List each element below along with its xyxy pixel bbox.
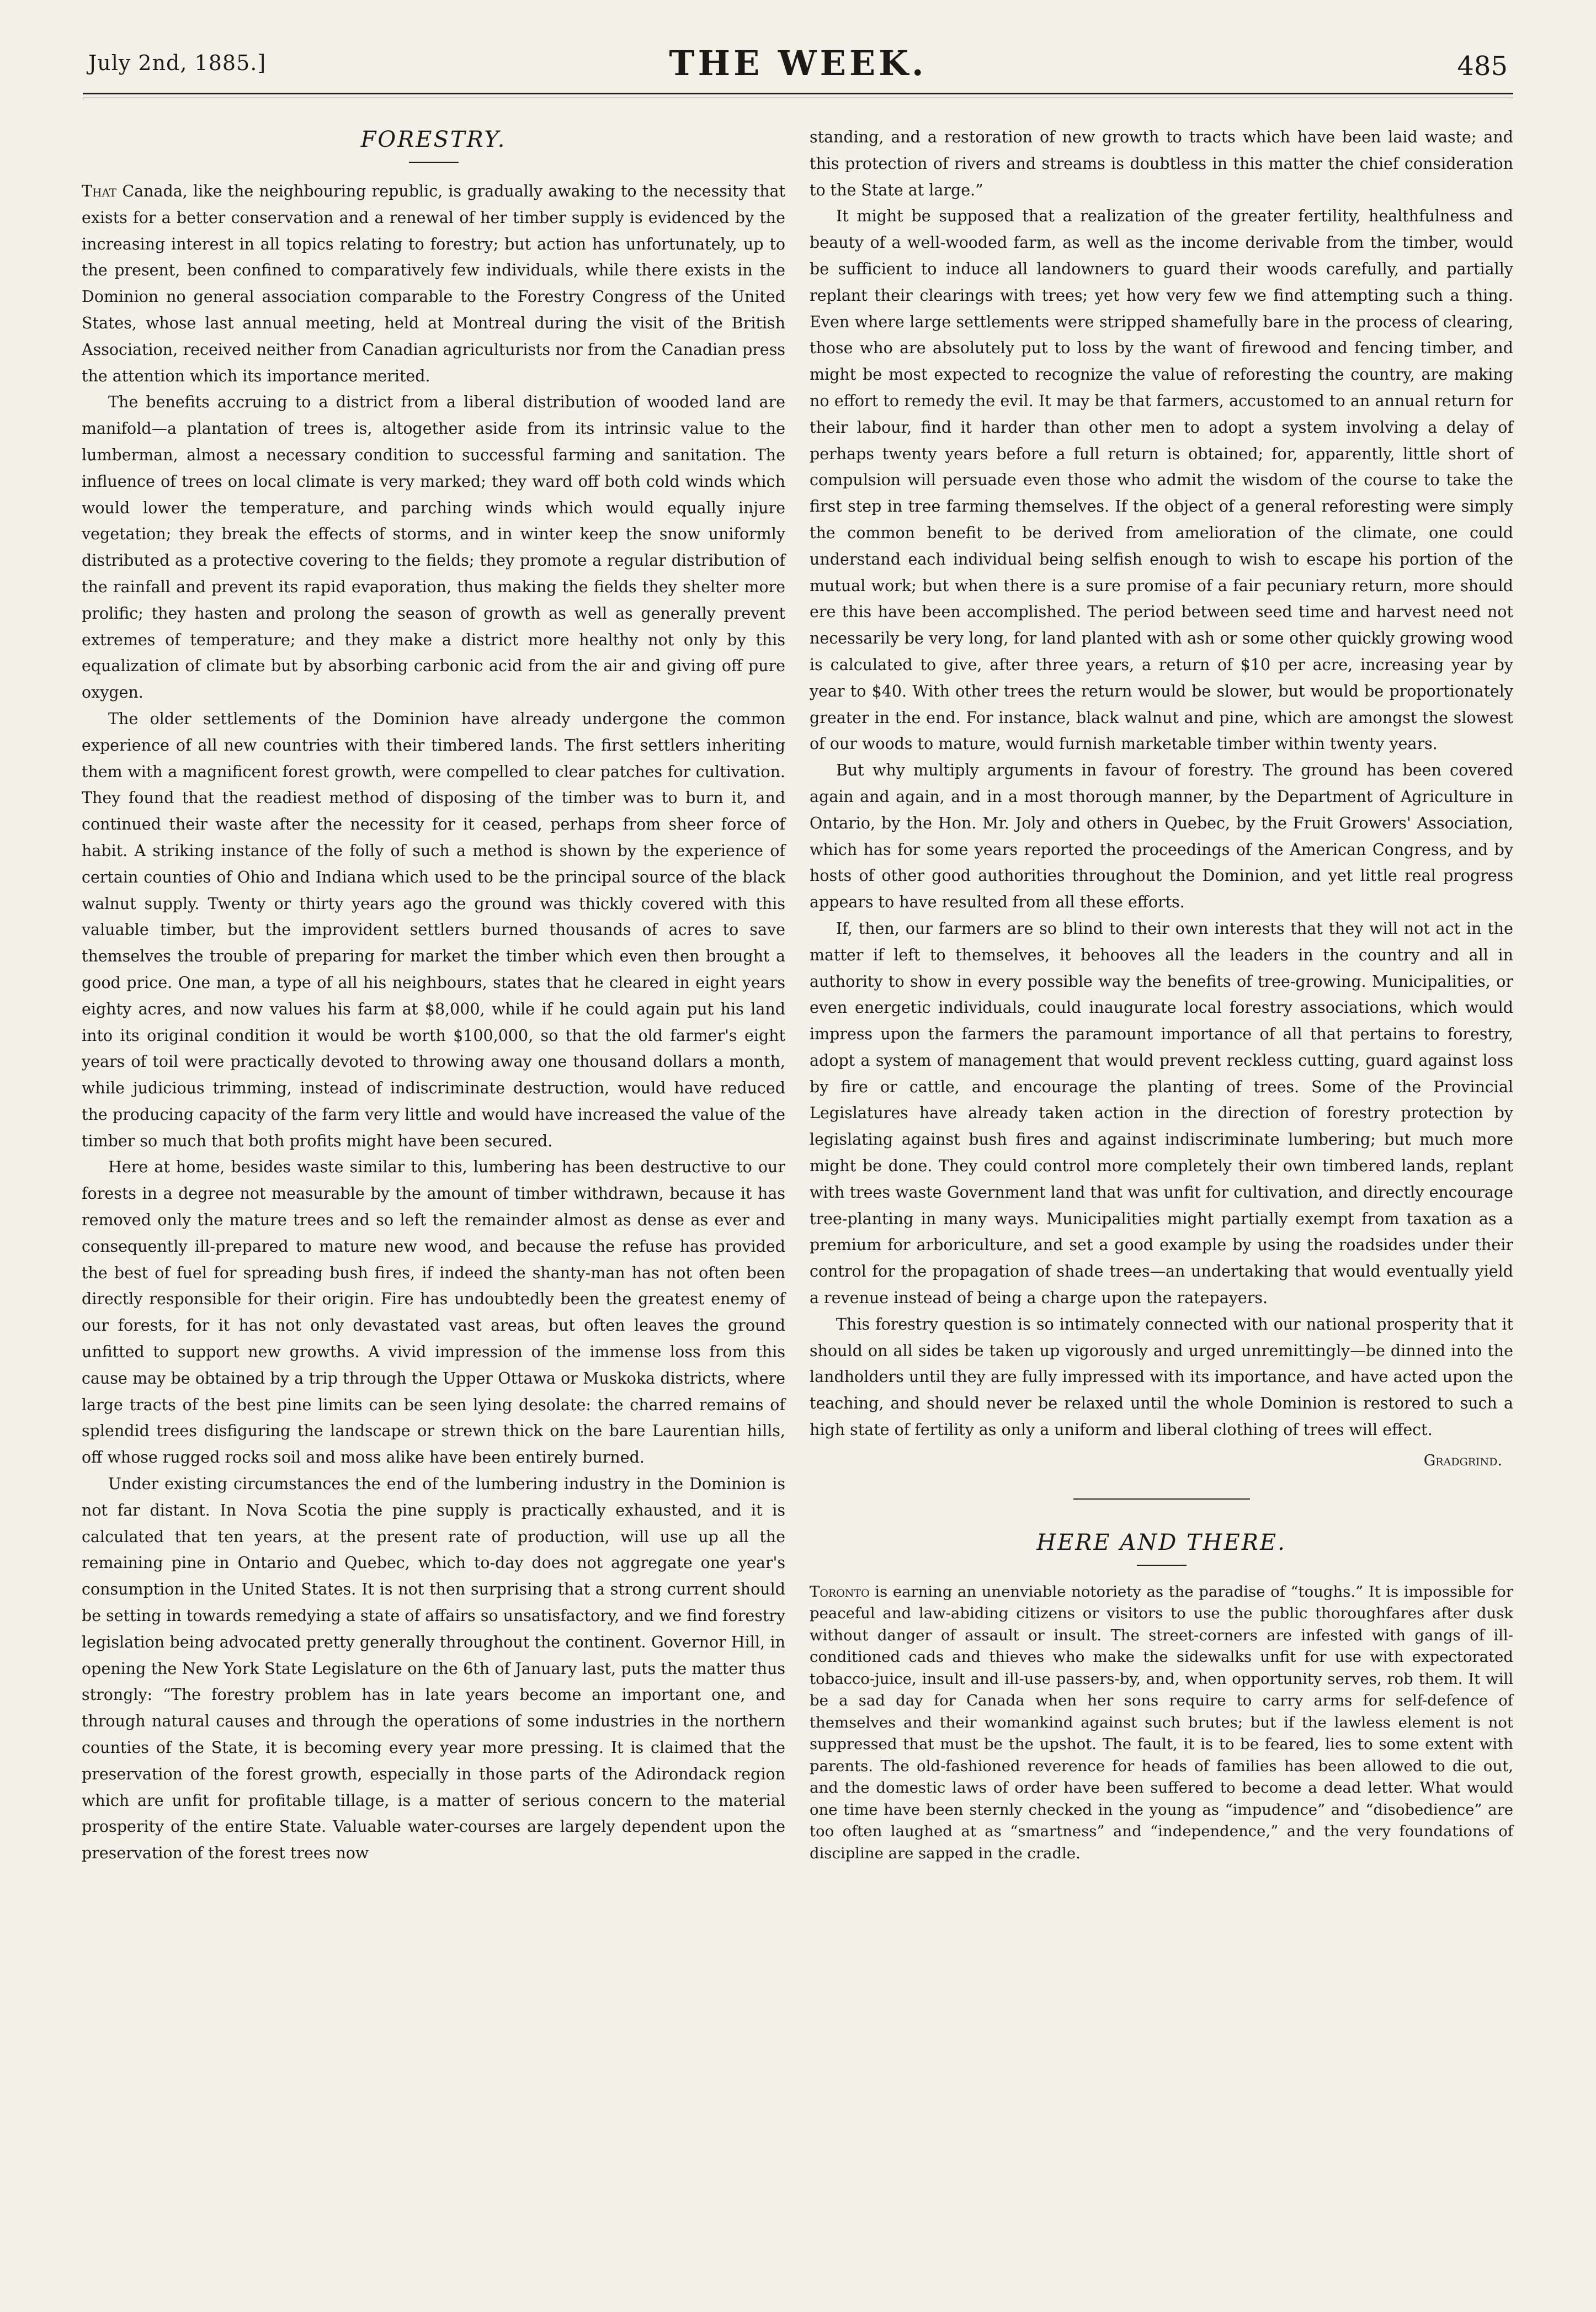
here-lead-word: Toronto: [810, 1582, 870, 1601]
header-rule: [83, 93, 1513, 94]
forestry-paragraph-6: It might be supposed that a realization of the greater fertility, healthfulness and beauty of a well-wooded farm, as well as the income derivable from the timber, would be sufficient to induce all landowners to guard their woods carefully, and partially replant their clearings with trees; yet how very few we find attempting such a thing. Even where large settlements were stripped shamefully bare in the process of clearing, those who are absolutely put to loss by the want of firewood and fencing timber, and might be most expected to recognize the value of reforesting the country, are making no effort to remedy the evil. It may be that farmers, accustomed to an annual return for their labour, find it harder than other men to adopt a system involving a delay of perhaps twenty years before a full return is obtained; for, apparently, little short of compulsion will persuade even those who admit the wisdom of the course to take the first step in tree farming themselves. If the object of a general reforesting were simply the common benefit to be derived from amelioration of the climate, one could understand each individual being selfish enough to wish to escape his portion of the mutual work; but when there is a sure promise of a fair pecuniary return, more should ere this have been accomplished. The period between seed time and harvest need not necessarily be very long, for land planted with ash or some other quickly growing wood is calculated to give, after three years, a return of $10 per acre, increasing year by year to $40. With other trees the return would be slower, but would be proportionately greater in the end. For instance, black walnut and pine, which are amongst the slowest of our woods to mature, would furnish marketable timber within twenty years.: [810, 207, 1513, 753]
title-rule: [1137, 1565, 1187, 1566]
here-and-there-title: HERE AND THERE.: [1036, 1529, 1286, 1555]
forestry-paragraph-2: The benefits accruing to a district from a liberal distribution of wooded land are manifold—a plantation of trees is, altogether aside from its intrinsic value to the lumberman, almost a necessary condition to successful farming and sanitation. The influence of trees on local climate is very marked; they ward off both cold winds which would lower the temperature, and parching winds which would equally injure vegetation; they break the effects of storms, and in winter keep the snow uniformly distributed as a protective covering to the fields; they promote a regular distribution of the rainfall and prevent its rapid evaporation, thus making the fields they shelter more prolific; they hasten and prolong the season of growth as well as generally prevent extremes of temperature; and they make a district more healthy not only by this equalization of climate but by absorbing carbonic acid from the air and giving off pure oxygen.: [82, 393, 785, 702]
issue-date: July 2nd, 1885.]: [88, 51, 267, 75]
forestry-paragraph-5: Under existing circumstances the end of the lumbering industry in the Dominion is not far distant. In Nova Scotia the pine supply is practically exhausted, and it is calculated that ten years, at the present rate of production, will use up all the remaining pine in Ontario and Quebec, which to-day does not aggregate one year's consumption in the United States. It is not then surprising that a strong current should be setting in towards remedying a state of affairs so unsatisfactory, and we find forestry legislation being advocated pretty generally throughout the continent. Governor Hill, in opening the New York State Legislature on the 6th of January last, puts the matter thus strongly: “The forestry problem has in late years become an important one, and through natural causes and through the operations of some industries in the northern counties of the State, it is becoming every year more pressing. It is claimed that the preservation of the forest growth, especially in those parts of the Adirondack region which are unfit for profitable tillage, is a matter of serious concern to the material prosperity of the entire State. Valuable water-courses are largely dependent upon the preservation of the forest trees now: [82, 1475, 786, 1863]
forestry-paragraph-9: This forestry question is so intimately connected with our national prosperity that it should on all sides be taken up vigorously and urged unremittingly—be dinned into the landholders until they are fully impressed with its importance, and have acted upon the teaching, and should never be relaxed until the whole Dominion is restored to such a high state of fertility as only a uniform and liberal clothing of trees will effect.: [810, 1315, 1513, 1439]
newspaper-title: THE WEEK.: [669, 43, 927, 83]
section-separator: [1073, 1498, 1250, 1500]
author-signature: Gradgrind.: [1423, 1452, 1502, 1469]
right-column: [810, 124, 1513, 1864]
left-column: [82, 124, 785, 1867]
forestry-paragraph-5-continued: standing, and a restoration of new growth to tracts which have been laid waste; and this protection of rivers and streams is doubtless in this matter the chief consideration to the State at large.”: [810, 128, 1513, 199]
forestry-paragraph-4: Here at home, besides waste similar to this, lumbering has been destructive to our forests in a degree not measurable by the amount of timber withdrawn, because it has removed only the mature trees and so left the remainder almost as dense as ever and consequently ill-prepared to mature new wood, and because the refuse has provided the best of fuel for spreading bush fires, if indeed the shanty-man has not often been directly responsible for their origin. Fire has undoubtedly been the greatest enemy of our forests, for it has not only devastated vast areas, but often leaves the ground unfitted to support new growths. A vivid impression of the immense loss from this cause may be obtained by a trip through the Upper Ottawa or Muskoka districts, where large tracts of the best pine limits can be seen lying desolate: the charred remains of splendid trees disfiguring the landscape or strewn thick on the bare Laurentian hills, off whose rugged rocks soil and moss alike have been entirely burned.: [82, 1158, 785, 1467]
here-and-there-paragraph-1: Toronto is earning an unenviable notoriety as the paradise of “toughs.” It is impossible for peaceful and law-abiding citizens or visitors to use the public thoroughfares after dusk without danger of assault or insult. The street-corners are infested with gangs of ill-conditioned cads and thieves who make the sidewalks unfit for use with expectorated tobacco-juice, insult and ill-use passers-by, and, when opportunity serves, rob them. It will be a sad day for Canada when her sons require to carry arms for self-defence of themselves and their womankind against such brutes; but if the lawless element is not suppressed that must be the upshot. The fault, it is to be feared, lies to some extent with parents. The old-fashioned reverence for heads of families has been allowed to die out, and the domestic laws of order have been suffered to become a dead letter. What would one time have been sternly checked in the young as “impudence” and “disobedience” are too often laughed at as “smartness” and “independence,” and the very foundations of discipline are sapped in the cradle.: [810, 1582, 1513, 1862]
forestry-title: FORESTRY.: [360, 127, 507, 152]
forestry-paragraph-7: But why multiply arguments in favour of forestry. The ground has been covered again and again, and in a most thorough manner, by the Department of Agriculture in Ontario, by the Hon. Mr. Joly and others in Quebec, by the Fruit Growers' Association, which has for some years reported the proceedings of the American Congress, and by hosts of other good authorities throughout the Dominion, and yet little real progress appears to have resulted from all these efforts.: [810, 761, 1513, 912]
page-number: 485: [1457, 51, 1508, 82]
forestry-paragraph-3: The older settlements of the Dominion have already undergone the common experience of all new countries with their timbered lands. The first settlers inheriting them with a magnificent forest growth, were compelled to clear patches for cultivation. They found that the readiest method of disposing of the timber was to burn it, and continued their waste after the necessity for it ceased, perhaps from sheer force of habit. A striking instance of the folly of such a method is shown by the experience of certain counties of Ohio and Indiana which used to be the principal source of the black walnut supply. Twenty or thirty years ago the ground was thickly covered with this valuable timber, but the improvident settlers burned thousands of acres to save themselves the trouble of preparing for market the timber which even then brought a good price. One man, a type of all his neighbours, states that he cleared in eight years eighty acres, and now values his farm at $8,000, while if he could again put his land into its original condition it would be worth $100,000, so that the old farmer's eight years of toil were practically devoted to throwing away one thousand dollars a month, while judicious trimming, instead of indiscriminate destruction, would have reduced the producing capacity of the farm very little and would have increased the value of the timber so much that both profits might have been secured.: [82, 709, 785, 1150]
page-header: [83, 43, 1513, 87]
forestry-paragraph-8: If, then, our farmers are so blind to their own interests that they will not act in the matter if left to themselves, it behooves all the leaders in the country and all in authority to show in every possible way the benefits of tree-growing. Municipalities, or even energetic individuals, could inaugurate local forestry associations, which would impress upon the farmers the paramount importance of all that pertains to forestry, adopt a system of management that would prevent reckless cutting, guard against loss by fire or cattle, and encourage the planting of trees. Some of the Provincial Legislatures have already taken action in the direction of forestry protection by legislating against bush fires and against indiscriminate lumbering; but much more might be done. They could control more completely their own timbered lands, replant with trees waste Government land that was unfit for cultivation, and directly encourage tree-planting in many ways. Municipalities might partially exempt from taxation as a premium for arboriculture, and set a good example by using the roadsides under their control for the propagation of shade trees—an undertaking that would eventually yield a revenue instead of being a charge upon the ratepayers.: [810, 919, 1513, 1308]
here-and-there-body: [810, 1581, 1513, 1865]
forestry-paragraph-1: That Canada, like the neighbouring republic, is gradually awaking to the necessity that exists for a better conservation and a renewal of her timber supply is evidenced by the increasing interest in all topics relating to forestry; but action has unfortunately, up to the present, been confined to comparatively few individuals, while there exists in the Dominion no general association comparable to the Forestry Congress of the United States, whose last annual meeting, held at Montreal during the visit of the British Association, received neither from Canadian agriculturists nor from the Canadian press the attention which its importance merited.: [82, 182, 785, 385]
title-rule: [409, 162, 459, 163]
forestry-lead-word: That: [82, 182, 117, 200]
